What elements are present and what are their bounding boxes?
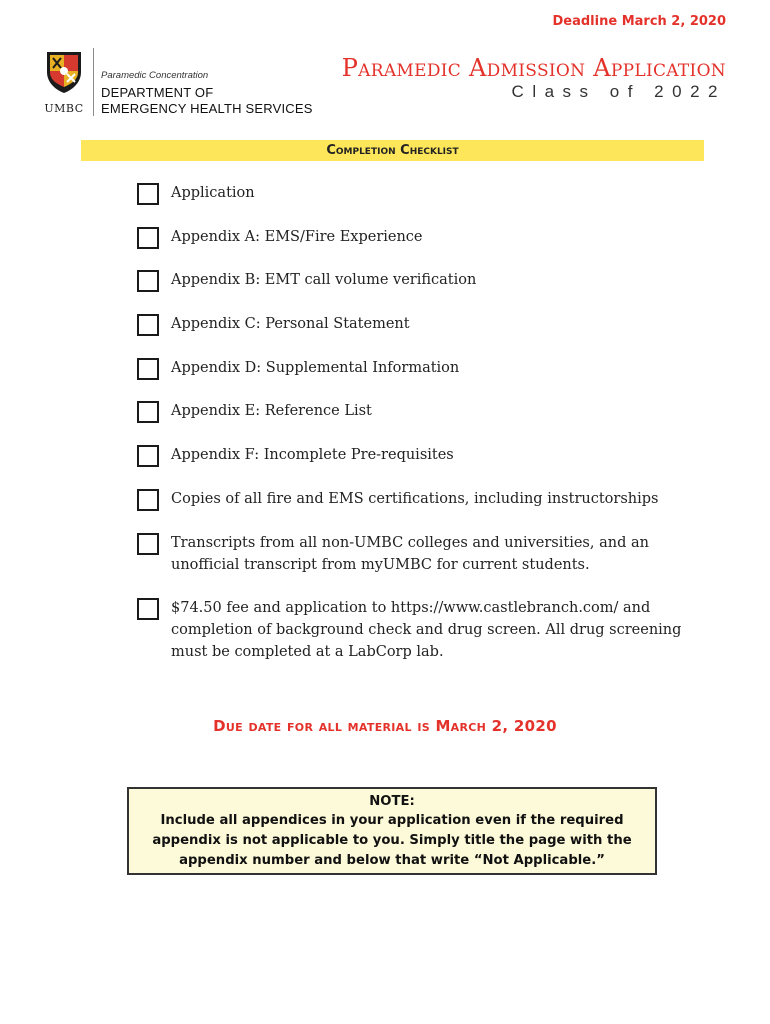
checklist-item-label: Appendix B: EMT call volume verification — [171, 272, 477, 288]
due-date-notice: Due date for all material is March 2, 2020 — [213, 717, 557, 735]
umbc-wordmark: UMBC — [44, 102, 84, 115]
note-box — [127, 787, 657, 875]
checkbox[interactable] — [137, 314, 159, 336]
checkbox[interactable] — [137, 183, 159, 205]
checklist-item-label: $74.50 fee and application to https://www.castlebranch.com/ and completion of background check and drug screen. All drug screening must be completed at a LabCorp lab. — [171, 600, 682, 660]
checklist-item-label: Appendix E: Reference List — [171, 403, 372, 419]
checklist-heading: Completion Checklist — [81, 140, 704, 161]
concentration-label: Paramedic Concentration — [101, 70, 209, 81]
page-title: Paramedic Admission Application — [341, 54, 726, 82]
checklist-item-label: Appendix F: Incomplete Pre-requisites — [171, 447, 454, 463]
umbc-logo — [42, 50, 86, 115]
checkbox[interactable] — [137, 227, 159, 249]
checklist-item-label: Appendix D: Supplemental Information — [171, 360, 460, 376]
checkbox[interactable] — [137, 533, 159, 555]
checkbox[interactable] — [137, 489, 159, 511]
note-title: NOTE: — [369, 794, 415, 809]
note-body: Include all appendices in your application even if the required appendix is not applicable to you. Simply title the page with the appendix number and below that write “Not Applicable.” — [152, 813, 632, 868]
department-block — [101, 70, 313, 117]
checkbox[interactable] — [137, 445, 159, 467]
checkbox[interactable] — [137, 598, 159, 620]
department-line-2: EMERGENCY HEALTH SERVICES — [101, 101, 313, 116]
checklist-item-label: Appendix A: EMS/Fire Experience — [171, 229, 423, 245]
checklist-item-label: Application — [171, 185, 255, 201]
class-year: Class of 2022 — [511, 82, 726, 101]
umbc-shield-icon — [45, 50, 83, 94]
header-divider — [93, 48, 94, 116]
department-line-1: DEPARTMENT OF — [101, 85, 214, 100]
checklist-item-label: Copies of all fire and EMS certifications, including instructorships — [171, 491, 659, 507]
checklist-item-label: Appendix C: Personal Statement — [171, 316, 410, 332]
checkbox[interactable] — [137, 270, 159, 292]
checklist-item-label: Transcripts from all non-UMBC colleges and universities, and an unofficial transcript from myUMBC for current students. — [171, 535, 649, 573]
deadline-text: Deadline March 2, 2020 — [552, 14, 726, 29]
checkbox[interactable] — [137, 358, 159, 380]
checkbox[interactable] — [137, 401, 159, 423]
